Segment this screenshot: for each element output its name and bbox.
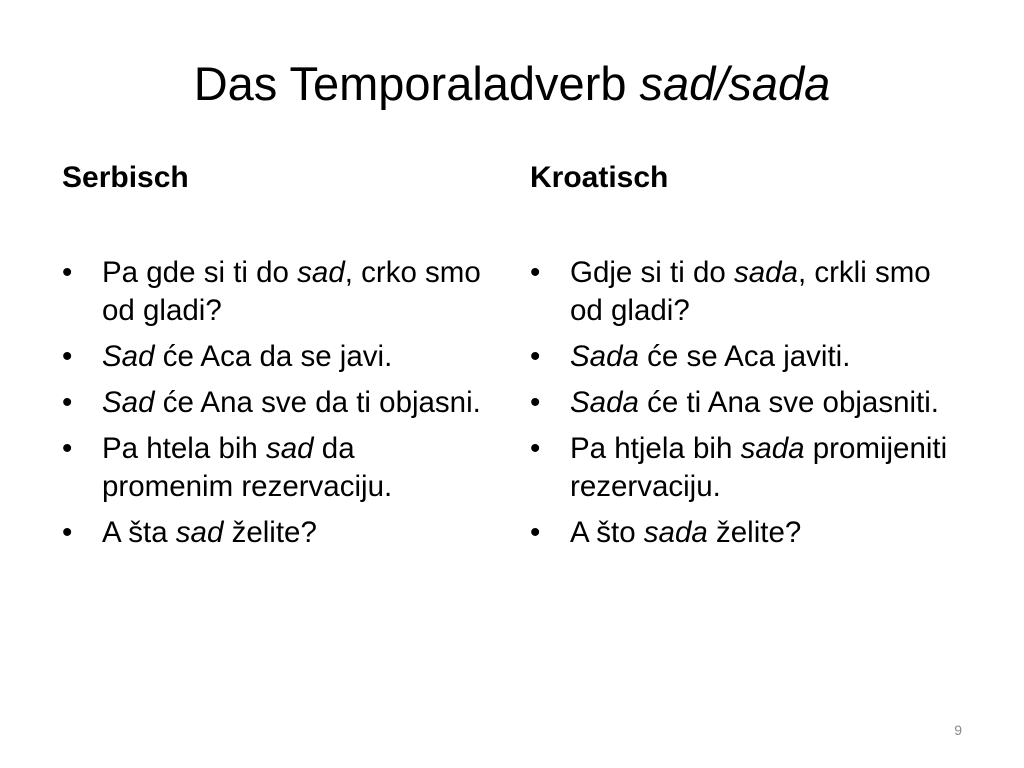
- text-segment: želite?: [223, 516, 317, 549]
- text-segment: Pa htela bih: [102, 432, 267, 465]
- bullet-icon: •: [62, 340, 73, 373]
- sentence-item: [62, 254, 492, 330]
- italic-adverb-segment: Sad: [102, 340, 155, 373]
- bullet-icon: •: [62, 516, 73, 549]
- sentence-item: [62, 514, 492, 552]
- croatian-sentence-list: [530, 254, 960, 552]
- text-segment: promijeniti rezervaciju.: [570, 432, 948, 503]
- bullet-icon: •: [62, 256, 73, 289]
- italic-adverb-segment: Sad: [102, 386, 155, 419]
- italic-adverb-segment: sada: [740, 432, 805, 465]
- sentence-item: [530, 384, 960, 422]
- text-segment: , crkli smo od gladi?: [570, 256, 931, 327]
- italic-adverb-segment: Sada: [570, 386, 639, 419]
- sentence-item: [62, 384, 492, 422]
- text-segment: će se Aca javiti.: [638, 340, 851, 373]
- sentence-item: [530, 338, 960, 376]
- sentence-item: [530, 430, 960, 506]
- text-segment: Pa htjela bih: [570, 432, 741, 465]
- croatian-heading: Kroatisch: [530, 161, 669, 194]
- bullet-icon: •: [530, 516, 541, 549]
- bullet-icon: •: [62, 386, 73, 419]
- sentence-item: [530, 254, 960, 330]
- text-segment: Pa gde si ti do: [102, 256, 298, 289]
- bullet-icon: •: [62, 432, 73, 465]
- sentence-item: [530, 514, 960, 552]
- text-segment: A šta: [102, 516, 176, 549]
- text-segment: A što: [570, 516, 644, 549]
- bullet-icon: •: [530, 386, 541, 419]
- italic-adverb-segment: sada: [733, 256, 798, 289]
- title-italic-text: sad/sada: [639, 57, 831, 110]
- text-segment: će Ana sve da ti objasni.: [154, 386, 481, 419]
- bullet-icon: •: [530, 256, 541, 289]
- italic-adverb-segment: sada: [643, 516, 708, 549]
- italic-adverb-segment: Sada: [570, 340, 639, 373]
- text-segment: Gdje si ti do: [570, 256, 734, 289]
- italic-adverb-segment: sad: [266, 432, 314, 465]
- text-segment: da promenim rezervaciju.: [102, 432, 393, 503]
- bullet-icon: •: [530, 340, 541, 373]
- serbian-heading: Serbisch: [62, 161, 189, 194]
- serbian-sentence-list: [62, 254, 492, 552]
- text-segment: , crko smo od gladi?: [102, 256, 481, 327]
- text-segment: će Aca da se javi.: [154, 340, 393, 373]
- serbian-column: [62, 160, 492, 560]
- sentence-item: [62, 430, 492, 506]
- page-number: 9: [954, 722, 962, 738]
- croatian-column: [530, 160, 960, 560]
- title-plain-text: Das Temporaladverb: [193, 57, 640, 110]
- italic-adverb-segment: sad: [297, 256, 345, 289]
- sentence-item: [62, 338, 492, 376]
- bullet-icon: •: [530, 432, 541, 465]
- italic-adverb-segment: sad: [175, 516, 224, 549]
- text-segment: želite?: [707, 516, 802, 549]
- text-segment: će ti Ana sve objasniti.: [638, 386, 939, 419]
- slide-title: [0, 58, 1024, 110]
